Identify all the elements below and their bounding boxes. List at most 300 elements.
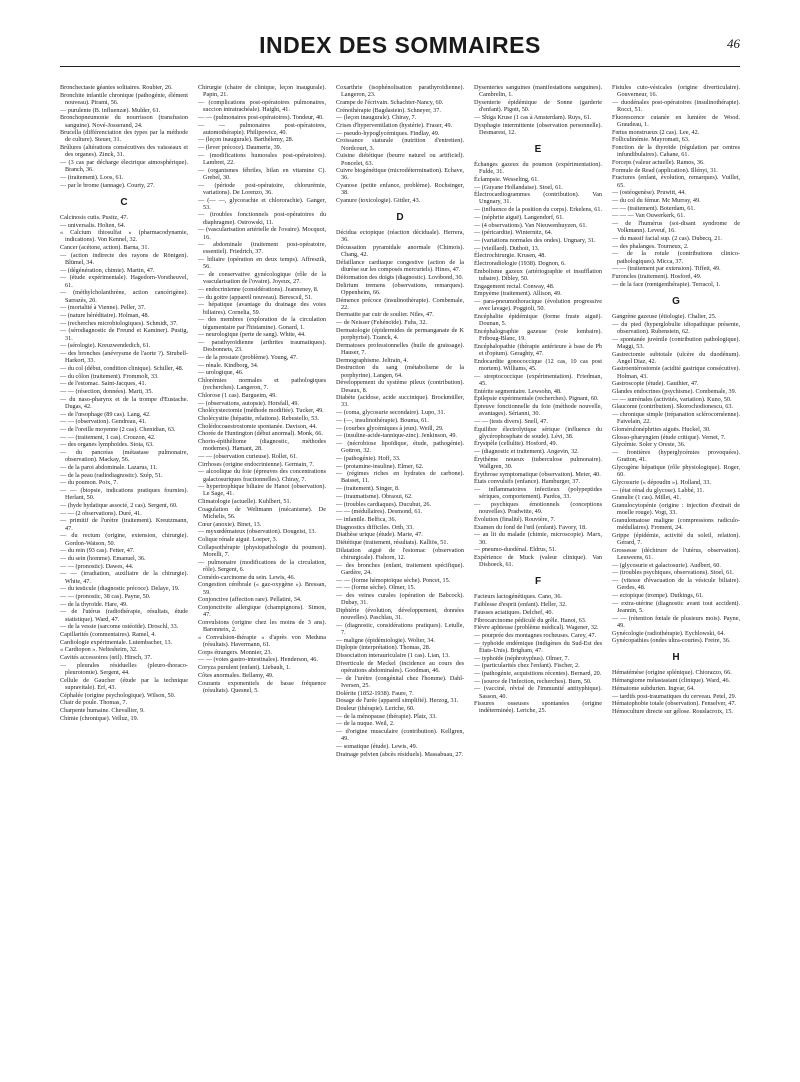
index-entry: Hématome subdurien. Ingvar, 64. (612, 684, 695, 692)
index-entry: Érythème noueux (tuberculose pulmonaire). Wallgren, 30. (474, 455, 602, 471)
index-entry: Électrocardiogrammes (contribution). Van Ungnary, 31. (474, 191, 602, 206)
index-entry: Crises d'hyperventilation (hystérie). Fraser, 49. (336, 122, 453, 130)
index-entry: Électroradiologie (1938). Dognon, 6. (474, 260, 566, 268)
index-entry: Crénothérapie (Bagdastein). Schneyer, 37. (336, 106, 441, 114)
index-entry: Conjonctive (affection rare). Pellatini, 34. (198, 596, 302, 604)
index-entry: — (étude expérimentale). Hagedorn-Vorstheuvel, 61. (60, 274, 188, 289)
index-entry: — (dégénération, chimie). Martin, 47. (60, 266, 155, 274)
index-entry: Douleur (thérapie). Leriche, 60. (336, 705, 415, 713)
index-entry: — du rectum (origine, extension, chirurgie). Gordon-Watson, 50. (60, 532, 188, 547)
index-entry: Hémangiome métastasiant (clinique). Ward, 46. (612, 677, 731, 685)
index-entry: Fissures osseuses spontanées (origine indéterminée). Leriche, 25. (474, 700, 602, 715)
index-entry: — de la rotule (contributions clinico-pathologiques). Micca, 37. (612, 250, 740, 265)
index-entry: — hépatique (avantage du drainage des voies biliaires). Cornelia, 59. (198, 301, 326, 316)
index-entry: — (modifications humorales post-opératoires). Lambret, 22. (198, 151, 326, 167)
index-entry: Examen du fond de l'œil (enfant). Favory, 18. (474, 523, 587, 531)
index-entry: Érythrose symptomatique (observation). Meier, 40. (474, 470, 601, 478)
section-letter: H (672, 652, 680, 664)
index-entry: Hémoculture directe sur gélose. Rouslacroix, 15. (612, 707, 733, 715)
index-column-4 (474, 84, 602, 1068)
index-entry: Développement du système pileux (contribution). Desaux, 8. (336, 379, 464, 394)
index-entry: — (méthylcholanthrène, action cancérigène). Sarrazès, 20. (60, 289, 188, 304)
index-column-3 (336, 84, 464, 1068)
index-entry: Bronchopneumonie du nourrisson (transfusion sanguine). Nové-Josserand, 24. (60, 114, 188, 129)
index-entry: — pulmonaire (modifications de la circulation, rôle). Sergent, 6. (198, 558, 326, 573)
index-entry: — de la peau (radiodiagnostic). Szép, 51. (60, 471, 163, 479)
index-entry: Dermatologie (épidermides de permanganate de K porphyrisé). Tzanck, 4. (336, 326, 464, 342)
index-entry: Dermatoses professionnelles (huile de graissage). Hauser, 7. (336, 341, 464, 356)
index-entry: Glycosurie (« dépoudin »). Holland, 33. (612, 478, 711, 486)
index-entry: — (glycosurie et galactosurie). Audbert, 60. (612, 561, 721, 569)
index-entry: — — — Van Ouwerkerk, 61. (612, 212, 685, 220)
index-entry: Côtes anormales. Bellamy, 49. (198, 671, 274, 679)
section-letter: C (120, 196, 128, 208)
index-entry: Diplopie (interprétation). Thomas, 28. (336, 644, 431, 652)
index-entry: Chimie (chronique). Velluz, 19. (60, 714, 139, 722)
index-entry: Diphtérie (évolution, développement, données nouvelles). Paschlau, 31. (336, 606, 464, 622)
page-header (60, 28, 740, 78)
index-entry: Fistules cuto-vésicales (origine diverticulaire). Gouverneur, 16. (612, 84, 740, 99)
index-entry: — (nature héréditaire). Holman, 48. (60, 311, 150, 319)
index-entry: — (4 observations). Van Nieuwenhuyzen, 61. (474, 221, 587, 229)
page-number: 46 (727, 36, 740, 51)
index-entry: — des bronches (enfant, traitement spécifique). Gardère, 24. (336, 561, 464, 576)
index-entry: Glandes endocrines (psychisme). Combemale, 39. (612, 388, 737, 396)
index-entry: — (courbes glycémiques à jeun). Weill, 29. (336, 424, 444, 432)
index-entry: Croissance staturale (nutrition d'entretien). Nordcourt, 3. (336, 137, 464, 152)
index-entry: Granulie (1 cas). Millet, 41. (612, 494, 681, 502)
index-entry: Chlorose (1 cas). Bargueim, 49. (198, 391, 277, 399)
index-entry: Dysenterie épidémique de Sonne (garderie d'enfant). Pigott, 50. (474, 98, 602, 114)
index-entry: — (traitement). Singer, 8. (336, 485, 400, 493)
index-entry: — (action indirecte des rayons de Röntgen). Blümel, 34. (60, 251, 188, 267)
index-entry: — — (pulmonaires post-opératoires). Tondeur, 40. (198, 113, 324, 121)
index-entry: — duodénales post-opératoires (insulinothérapie). Rocci, 51. (612, 98, 740, 114)
index-entry: Coxarthrie (isophénolisation parathyroïdienne). Langeron, 23. (336, 84, 464, 99)
index-columns (60, 84, 740, 1068)
index-entry: — para-pneumothoracique (évolution progressive avec lavage). Poggioli, 50. (474, 298, 602, 313)
index-entry: Cavités accessoires (œil). Hirsch, 37. (60, 654, 152, 662)
index-entry: — — surrénales (activités, variation). Kuno, 50. (612, 395, 732, 403)
index-entry: — (état rénal du glycose). Labbé, 11. (612, 486, 705, 494)
index-entry: — du poumon. Poix, 7. (60, 479, 118, 487)
index-entry: Dilatation aiguë de l'estomac (observation chirurgicale). Fishorn, 12. (336, 546, 464, 561)
index-entry: — de conservative gynécologique (rôle de la vascularisation de l'ovaire). Joyeux, 27. (198, 271, 326, 286)
index-entry: — de la ménopause (thérapie). Platz, 33. (336, 712, 437, 720)
index-entry: Cholécystectomie (méthode modifiée). Tucker, 49. (198, 407, 324, 415)
index-entry: — — (médullaires). Desmond, 61. (336, 508, 423, 516)
index-entry: Endocardite gonococcique (12 cas, 10 cas post mortem). Williams, 45. (474, 357, 602, 372)
index-entry: Bronchite infantile chronique (pathogénie, élément nouveau). Pirami, 56. (60, 91, 188, 106)
index-entry: — (traitement). Loos, 61. (60, 173, 124, 181)
index-entry: — universalis. Holten, 64. (60, 221, 126, 229)
index-entry: — du sein (homme). Emanuel, 36. (60, 554, 146, 562)
index-entry: Crampe de l'écrivain. Schachter-Nancy, 60. (336, 98, 444, 106)
index-entry: — (coma, glycosurie secondaire). Lupo, 31. (336, 409, 446, 417)
index-entry: Diathèse urique (étude). Marie, 47. (336, 531, 423, 539)
index-entry: — inflammatoires infectieux (polypeptides sériques, comportement). Pardos, 33. (474, 486, 602, 501)
index-entry: — biliaire (opération en deux temps). Affreszik, 56. (198, 256, 326, 271)
index-entry: Calcinosis cutis. Pusitz, 47. (60, 213, 129, 221)
index-entry: Dolérite (1852-1938). Faure, 7. (336, 689, 414, 697)
index-entry: Gangrène gazeuse (étiologie). Chalier, 25. (612, 312, 717, 320)
index-entry: — (nécrobiose lipoïdique, étude, pathogénie). Gottron, 32. (336, 439, 464, 455)
index-entry: — primitif de l'urètre (traitement). Kreutzmann, 47. (60, 517, 188, 532)
index-entry: — (lever précoce). Daumerie, 39. (198, 144, 282, 152)
section-letter: E (534, 143, 542, 155)
index-entry: — (vacciné, révisé de l'immunité antityphique). Sasson, 40. (474, 685, 602, 700)
index-entry: — — (traitement par extension). Tiffett, 49. (612, 265, 721, 273)
index-entry: Granulocytopénie (origine : injection d'extrait de moelle rouge). Vogt, 33. (612, 502, 740, 517)
index-entry: Hématophobie totale (observation). Fenselver, 47. (612, 700, 736, 708)
index-entry: Grossesse (déchirure de l'utérus, observation). Leuweens, 61. (612, 546, 740, 561)
index-entry: — ectopique (trompe). Dutkings, 61. (612, 592, 704, 599)
index-entry: — Shiga Kruse (1 cas à Amsterdam). Ruys, 61. (474, 113, 592, 121)
index-entry: — (particularités chez l'enfant). Fischer, 2. (474, 662, 580, 670)
index-entry: Formule de Read (application). Illényi, 31. (612, 166, 718, 174)
index-entry: — endocrinienne (considérations). Jeanneney, 8. (198, 285, 319, 293)
index-entry: Gynécologie (radiothérapie). Eychlowski, 64. (612, 629, 726, 637)
index-entry: — — (observation curieuse). Rollet, 61. (198, 452, 298, 460)
index-entry: — du côlon (traitement). Frommolt, 33. (60, 372, 159, 380)
index-entry: Cellule de Gaucher (étude par la technique supravitale). Erf, 43. (60, 676, 188, 691)
index-entry: Gastroscopie (étude). Gauthier, 47. (612, 380, 699, 388)
index-entry: Embolisme gazeux (artériographie et insufflation tubaire). Dibley, 50. (474, 267, 602, 282)
index-entry: — — pulmonaires post-opératoires, automothérapie). Philipowicz, 40. (198, 121, 326, 136)
index-entry: — maligne (épidémiologie). Wolter, 34. (336, 636, 435, 644)
index-entry: Éclampsie. Wesseling, 61. (474, 175, 539, 183)
index-entry: Chair de poule. Thomas, 7. (60, 699, 128, 707)
index-entry: Climatologie (actuelle). Kuhlbert, 51. (198, 498, 292, 506)
index-entry: Encéphalographie gazeuse (voie lombaire). Friboug-Blanc, 19. (474, 327, 602, 343)
index-entry: — de la prostate (problème). Young, 47. (198, 353, 298, 361)
index-entry: Collapsothérapie (physiopathologie du poumon). Morelli, 7. (198, 543, 326, 559)
index-entry: — par le brome (tannage). Courty, 27. (60, 181, 155, 189)
index-entry: — (régimes riches en hydrates de carbone). Baisset, 11. (336, 470, 464, 485)
index-entry: — du massif facial sup. (2 cas). Dubecq, 21. (612, 235, 722, 243)
index-entry: — purulente (B. influenzæ). Mulder, 61. (60, 106, 161, 114)
index-entry: Coryza purulent (enfant). Liebault, 1. (198, 664, 291, 672)
index-entry: — neurologique (perte de sang). White, 44. (198, 331, 306, 339)
index-entry: — (diagnostic, considérations pratiques). Letulle, 7. (336, 621, 464, 637)
index-entry: Dysphagie intermittente (observation personnelle). Desmarest, 12. (474, 121, 602, 136)
index-entry: — (3 cas par décharge électrique atmosphérique). Branch, 36. (60, 159, 188, 174)
index-entry: Facteurs lactogénétiques. Cano, 36. (474, 593, 562, 601)
index-entry: — — (2 observations). Duré, 41. (60, 509, 142, 517)
index-entry: Gastrectomie subtotale (ulcère du duodénum). Angel Diaz, 42. (612, 350, 740, 365)
index-entry: — abdominale (traitement post-opératoire, essentiel). Friedrich, 37. (198, 241, 326, 256)
index-entry: — urologique, 46. (198, 369, 244, 377)
index-entry: — (vieillard). Duthoit, 13. (474, 244, 540, 252)
index-entry: Équilibre électrolytique sérique (influence du glycérophosphate de soude). Lévi, 38. (474, 425, 602, 440)
index-entry: — (diagnostic et traitement). Angevin, 32. (474, 448, 579, 456)
index-entry: — — (traitement, 1 cas). Crouzon, 42. (60, 433, 156, 441)
index-entry: Delirium tremens (observations, remarques). Oppenheim, 66. (336, 281, 464, 296)
index-entry: Chlorémies normales et pathologiques (recherches). Langeron, 7. (198, 376, 326, 392)
index-entry: — — (tests divers). Snell, 47. (474, 417, 548, 425)
index-entry: Cœur (anoxie). Binet, 13. (198, 520, 262, 528)
index-entry: — du pancréas (métastase pulmonaire, observation). Mackay, 56. (60, 449, 188, 464)
index-entry: Cuisine diététique (beurre naturel ou artificiel). Poncelet, 63. (336, 152, 464, 167)
index-entry: Diabète (acidose, acide succinique). Brockmüller, 33. (336, 394, 464, 409)
index-entry: — spontanée juvénile (contribution pathologique). Maggi, 53. (612, 335, 740, 350)
index-entry: Diététique (traitement, résultats). Kalliös, 51. (336, 539, 449, 547)
index-entry: Cyanure (toxicologie). Gittler, 43. (336, 197, 421, 205)
index-entry: Chirurgie (chaire de clinique, leçon inaugurale). Papin, 21. (198, 84, 326, 99)
index-entry: — (ostéogenèse). Pruwitt, 44. (612, 189, 686, 197)
index-entry: — de la thyroïde. Hare, 49. (60, 600, 128, 608)
index-entry: — (traumatisme). Obraoui, 62. (336, 492, 413, 500)
index-entry: — — (pronostic, 38 cas). Payne, 50. (60, 593, 151, 600)
index-entry: — du rein (93 cas). Fetter, 47. (60, 547, 135, 555)
index-entry: — pneumo-duodénal. Eldrus, 51. (474, 546, 557, 554)
index-entry: Encéphalopathie (thérapie antérieure à base de Pb et d'opium). Geraghty, 47. (474, 342, 602, 357)
index-entry: Charpente humaine. Chevallier, 9. (60, 707, 145, 715)
index-entry: Grippe (épidémie, activité du soleil, relation). Gérard, 7. (612, 531, 740, 547)
index-entry: Dosage de l'urée (appareil simplifié). Herzog, 31. (336, 697, 459, 705)
index-entry: — hypertrophique biliaire de Hanot (observation). Le Sage, 41. (198, 483, 326, 498)
index-entry: — (leçon inaugurale). Barthélemy, 28. (198, 136, 294, 144)
index-entry: Capillarités (commentaires). Ramel, 4. (60, 631, 156, 639)
index-entry: Gastroentérostomie (acidité gastrique consécutive). Holman, 43. (612, 365, 740, 380)
index-entry: Fluorescence cutanée en lumière de Wood. Graudeau, 1. (612, 113, 740, 129)
index-entry: — — (traitement). Boterdam, 61. (612, 204, 695, 212)
index-entry: — (vitesse d'évacuation de la vésicule biliaire). Gerdes, 48. (612, 577, 740, 592)
index-entry: — alcoolique du foie (épreuves des concentrations galactosuriques fractionnelles). Chiray, 7. (198, 468, 326, 483)
index-entry: Glaucome (contribution). Skorochodionescu, 63. (612, 403, 733, 411)
index-entry: — somatique (étude). Lewis, 49. (336, 743, 418, 751)
index-entry: Comédo-carcinome du sein. Lewis, 46. (198, 573, 296, 581)
index-entry: — myxœdémateux (observation). Dougeist, 13. (198, 528, 317, 536)
index-entry: Forceps (valeur actuelle). Ramos, 36. (612, 159, 705, 167)
index-entry: — pseudo-hypoglycémiques. Findlay, 49. (336, 129, 440, 137)
index-entry: Épreuve fonctionnelle du foie (méthode nouvelle, avantages). Sérianni, 30. (474, 402, 602, 418)
index-entry: — — (voies gastro-intestinales). Henderson, 46. (198, 656, 318, 664)
index-entry: — de la face (rœntgenthérapie). Terracol, 1. (612, 280, 721, 288)
index-entry: — de l'urètre (congénital chez l'homme). Dahl-Iversen, 25. (336, 674, 464, 689)
index-entry: — du naso-pharynx et de la trompe d'Eustache. Dugas, 42. (60, 395, 188, 410)
index-entry: — (troubles fonctionnels post-opératoires du diaphragme). Ostrowski, 11. (198, 211, 326, 226)
index-entry: — de la vessie (sarcome ostéoïde). Droschl, 33. (60, 623, 179, 631)
index-entry: Glycogène hépatique (rôle physiologique). Roger, 60. (612, 464, 740, 479)
index-entry: — typhoïde (néphrotyphus). Olmer, 7. (474, 654, 570, 662)
index-entry: — (péricardite). Winternitz, 64. (474, 229, 553, 237)
index-entry: Dermatite par cuir de soulier. Niles, 47. (336, 311, 434, 319)
index-entry: — — (observation). Gendreau, 41. (60, 418, 147, 426)
index-entry: Évolution (finalité). Rouvière, 7. (474, 515, 556, 523)
index-entry: Dermographisme. Jeltrain, 4. (336, 356, 408, 364)
index-entry: Brûlures (altérations consécutives des vaisseaux et des organes). Zinck, 31. (60, 144, 188, 159)
index-entry: Érysipèle (cellulite). Hosford, 49. (474, 440, 558, 448)
index-entry: Chorio-épithéliome (diagnostic, méthodes modernes). Hamant, 28. (198, 438, 326, 453)
index-entry: « Cardiopon ». Neltesheim, 32. (60, 646, 138, 654)
index-entry: — de l'oreille moyenne (2 cas). Chenidian, 63. (60, 426, 176, 434)
index-entry: Glosso-pharyngien (étude critique). Vernet, 7. (612, 433, 726, 441)
section-letter: D (396, 212, 404, 224)
index-entry: — des bronches (anévrysme de l'aorte ?). Strubell-Harkort, 33. (60, 350, 188, 365)
index-entry: — du col (début, condition clinique). Schiller, 48. (60, 364, 184, 372)
index-entry: — (vascularisation artérielle de l'ovaire). Mocquot, 16. (198, 226, 326, 241)
index-entry: Fièvre aphteuse (problème médical). Wagener, 32. (474, 624, 599, 632)
index-entry: — du pied (hyperglobulie idiopathique présente, observation). Rubenstein, 62. (612, 320, 740, 335)
index-entry: Glycémie. Soler y Oreste, 36. (612, 441, 686, 449)
index-entry: — des phalanges. Tourneux, 2. (612, 242, 689, 250)
index-entry: — (insuline-acide-tannique-zinc). Jenkinson, 49. (336, 432, 457, 440)
index-column-2 (198, 84, 326, 1068)
index-entry: Corps étrangers. Monnier, 23. (198, 648, 272, 656)
index-entry: Décussation pyramidale anormale (Chimois). Chang, 42. (336, 244, 464, 259)
index-entry: — streptococcique (expérimentation). Friedman, 45. (474, 372, 602, 387)
index-entry: — — (rétention fœtale de plusieurs mois). Payne, 49. (612, 614, 740, 629)
index-entry: — (variations normales des ondes). Ungnary, 31. (474, 236, 596, 244)
index-entry: Courants exponentiels de basse fréquence (résultats). Quesnel, 5. (198, 679, 326, 694)
index-entry: — (recherches microbiologiques). Schmidt, 37. (60, 319, 178, 327)
index-entry: Diverticule de Meckel (incidence au cours des opérations abdominales). Goodman, 46. (336, 659, 464, 675)
index-column-1 (60, 84, 188, 1068)
index-entry: — du testicule (diagnostic précoce). Delaye, 19. (60, 585, 180, 593)
index-entry: Convulsions (origine chez les moins de 3 ans). Baronneix, 2. (198, 618, 326, 634)
index-entry: — de l'œsophage (89 cas). Lang, 42. (60, 410, 151, 418)
index-entry: « Calcium thiosulfat » (pharmacodynamie, indications). Von Kennel, 32. (60, 229, 188, 244)
index-entry: Destruction du sang (métabolisme de la porphyrine). Langen, 64. (336, 364, 464, 379)
index-entry: — (Guyane Hollandaise). Stoel, 61. (474, 183, 563, 191)
index-entry: — de l'humérus (soi-disant syndrome de Volkmann). Leveuf, 16. (612, 220, 740, 235)
index-entry: — (période post-opératoire, chlorurémie, variations). De Lorenzo, 36. (198, 181, 326, 196)
index-entry: Céphalée (origine psychologique). Wilson, 50. (60, 691, 176, 699)
index-entry: Expérience de Muck (valeur clinique). Van Dishoeck, 61. (474, 553, 602, 569)
index-entry: — (pathogénie, acquisitions récentes). Bernard, 20. (474, 669, 602, 677)
index-entry: — psychiques émotionnels (conceptions nouvelles). Pradwitte, 49. (474, 501, 602, 516)
index-entry: — parathyroïdienne (arthrites traumatiques). Desbonnets, 23. (198, 338, 326, 354)
index-entry: Congestion cérébrale (« gaz-oxygène »). Bressan, 59. (198, 581, 326, 596)
index-entry: — — (forme hémoptoïque sèche). Poncet, 15. (336, 576, 451, 584)
index-entry: Gynécopathies (ondes ultra-courtes). Freire, 36. (612, 637, 731, 645)
index-entry: — — (résection, données). Marti, 35. (60, 388, 153, 396)
index-entry: Drainage pelvien (abcès résiduels). Massabuau, 27. (336, 750, 464, 758)
index-entry: Cardiologie expérimentale. Lutembacher, 13. (60, 638, 173, 646)
index-entry: — (mortalité à Vienne). Peller, 37. (60, 304, 146, 312)
index-entry: — du goitre (appareil nouveau). Berescsil, 51. (198, 293, 313, 301)
index-entry: — des membres (exploration de la circulation tégumentaire par l'histamine). Gonard, 1. (198, 316, 326, 331)
index-entry: Granulomatose maligne (compressions radiculo-médullaires). Froment, 24. (612, 516, 740, 532)
index-entry: Brucella (différenciation des types par la méthode de culture). Steuer, 31. (60, 129, 188, 144)
index-entry: — des organes lymphoïdes. Stoia, 63. (60, 441, 154, 449)
index-entry: Entérite segmentaire. Lewsohn, 48. (474, 387, 562, 395)
index-entry: — (influence de la position du corps). Erkelens, 61. (474, 206, 602, 214)
index-entry: Cuivre biogénétique (microdétermination). Echave, 36. (336, 167, 464, 182)
index-entry: Échanges gazeux du poumon (expérimentation). Fulde, 31. (474, 160, 602, 176)
index-entry: États convulsifs (enfance). Hamburger, 37. (474, 478, 580, 486)
index-entry: Cholédocoaestrostomie spontanée. Davison, 44. (198, 422, 317, 430)
index-entry: — frontières (hyperglycémies provoquées). Gratton, 41. (612, 449, 740, 464)
index-entry: Cholécystite (hépatite, relations). Rebustello, 53. (198, 414, 319, 422)
index-entry: — (sérodiagnostic de Freund et Kaminer). Pustig, 31. (60, 327, 188, 342)
index-entry: Cirrhoses (origine endocrinienne). Germain, 7. (198, 460, 314, 468)
index-entry: — rénale. Kindborg, 34. (198, 361, 259, 369)
index-entry: — des veines curales (opération de Babcock). Dubay, 31. (336, 592, 464, 607)
index-entry: « Convulsion-thérapie » d'après von Meduna (résultats). Havermann, 61. (198, 633, 326, 649)
index-entry: Diagnostics difficiles. Orth, 33. (336, 523, 414, 531)
page-title: INDEX DES SOMMAIRES (259, 32, 541, 58)
index-entry: Chorée de Huntington (début anormal). Monk, 66. (198, 430, 323, 438)
index-entry: Colique rénale aiguë. Loeper, 3. (198, 536, 278, 544)
index-entry: Fibrocarcinome pédiculé du grêle. Hanoi, 63. (474, 616, 587, 624)
index-entry: — infantile. Belfica, 36. (336, 515, 397, 523)
index-entry: Conjonctivite allergique (champignons). Simon, 47. (198, 604, 326, 619)
index-entry: Folliculinémie. Mayromati, 63. (612, 136, 690, 144)
index-entry: Démence précoce (insulinothérapie). Combemale, 22. (336, 296, 464, 311)
index-entry: — (—, insulinothérapie). Bouma, 61. (336, 416, 429, 424)
index-entry: — (sérologie). Kreuzwendedich, 61. (60, 342, 151, 350)
index-entry: — — (irradiation, auxiliaire de la chirurgie). White, 47. (60, 570, 188, 585)
index-entry: — (complications post-opératoires pulmonaires, succion intratrachéale). Haight, 41. (198, 98, 326, 114)
index-entry: — (leçon inaugurale). Chiray, 7. (336, 114, 417, 122)
index-entry: — typhoïde endémique (indigènes du Sud-Est des États-Unis). Brigham, 47. (474, 639, 602, 654)
index-entry: — d'origine musculaire (contribution). Kellgren, 49. (336, 728, 464, 743)
index-entry: — (troubles psychiques, observations). Stoel, 61. (612, 569, 734, 577)
index-entry: — (pathogénie). Hoff, 33. (336, 454, 401, 462)
header-rule (60, 66, 740, 67)
index-entry: — (hyde hydatique associé, 2 cas). Sergent, 60. (60, 502, 178, 510)
index-entry: Épilepsie expérimentale (recherches). Pignant, 60. (474, 395, 599, 403)
index-entry: — — (biopsie, indications pratiques fournies). Herlant, 50. (60, 487, 188, 502)
index-entry: — du col du fémur. Mc Murray, 49. (612, 197, 701, 205)
index-entry: Dysenteries sanguines (manifestations sanguines). Cambrelin, 1. (474, 84, 602, 99)
index-entry: Défaillance cardiaque congestive (action de la diurèse sur les composés mercuriels). Hines, 47. (336, 259, 464, 274)
index-entry: — de la nuque. Weil, 2. (336, 720, 395, 728)
index-entry: — de la paroi abdominale. Lazarus, 11. (60, 464, 158, 472)
index-entry: — (organismes fébriles, bilan en vitamine C). Grebel, 30. (198, 166, 326, 181)
index-entry: Déformation des doigts (diagnostic). Lovibond, 30. (336, 273, 464, 281)
index-entry: — extra-utérine (diagnostic avant tout accident). Jeannin, 5. (612, 599, 740, 614)
index-entry: Décidua ectopique (réaction déciduale). Herrera, 36. (336, 229, 464, 244)
index-entry: Électrochirurgie. Krusen, 48. (474, 252, 546, 260)
index-entry: — — (pronostic). Dawes, 44. (60, 562, 134, 570)
index-entry: — de Neisser (Fehénoïde). Fuhs, 32. (336, 319, 428, 327)
index-entry: — (observations, autopsie). Horsfall, 49. (198, 399, 300, 407)
index-entry: Coagulation de Weltmann (mécanisme). De Michelis, 56. (198, 505, 326, 521)
section-letter: G (672, 295, 680, 307)
index-entry: — — (forme sèche). Olmer, 15. (336, 584, 416, 592)
index-entry: Furoncles (traitement). Hosford, 49. (612, 273, 702, 281)
index-entry: — pourprée des montagnes rocheuses. Carey, 47. (474, 631, 597, 639)
index-entry: Bronchectasie géantes solitaires. Roubier, 26. (60, 84, 173, 91)
index-entry: Engagement rectal. Conway, 48. (474, 282, 555, 290)
index-entry: Cancer (acétone, action). Barna, 31. (60, 244, 149, 252)
index-column-5 (612, 84, 740, 1068)
index-entry: Encéphalite épidémique (forme fruste aiguë). Dounan, 5. (474, 312, 602, 328)
index-entry: Empyème (traitement). Allison, 49. (474, 290, 562, 298)
index-entry: Hématémèse (origine splénique). Chiorazzo, 66. (612, 669, 732, 677)
index-entry: — de l'estomac. Saint-Jacques, 41. (60, 380, 147, 388)
index-entry: Dissociation interauriculaire (1 cas). Lian, 13. (336, 652, 450, 660)
index-entry: — (néphrite aiguë). Langendorf, 61. (474, 213, 564, 221)
index-entry: Fausses aciatiques. Delchef, 40. (474, 608, 554, 616)
section-letter: F (534, 576, 542, 588)
index-entry: — (protamine-insuline). Elmer, 62. (336, 462, 424, 470)
index-entry: Glomérulonéphrites aiguës. Huckel, 30. (612, 426, 711, 434)
index-entry: Fœtus monstrueux (2 cas). Lee, 42. (612, 128, 700, 136)
index-entry: Fonction de la thyroïde (régulation par centres infundibulaires). Cahane, 61. (612, 144, 740, 159)
index-entry: — (source de l'infection, recherches). Burn, 50. (474, 677, 592, 685)
index-entry: Cyanose (petite enfance, problème). Rochsinger, 38. (336, 182, 464, 197)
index-entry: — pleurales résiduelles (pleuro-thoraco-pleurotomie). Sergent, 44. (60, 661, 188, 677)
index-entry: — (— —, glycorachie et chlororachie). Ganger, 53. (198, 196, 326, 211)
index-entry: — (troubles cardiaques). Ducuhut, 26. (336, 500, 432, 508)
index-entry: — de l'utérus (radiothérapie, résultats, étude statistique). Ward, 47. (60, 608, 188, 623)
index-entry: — tardifs post-traumatiques du cerveau. Petel, 29. (612, 692, 737, 700)
index-entry: Fractures (enfant, évolution, remarques). Vuillet, 65. (612, 174, 740, 189)
